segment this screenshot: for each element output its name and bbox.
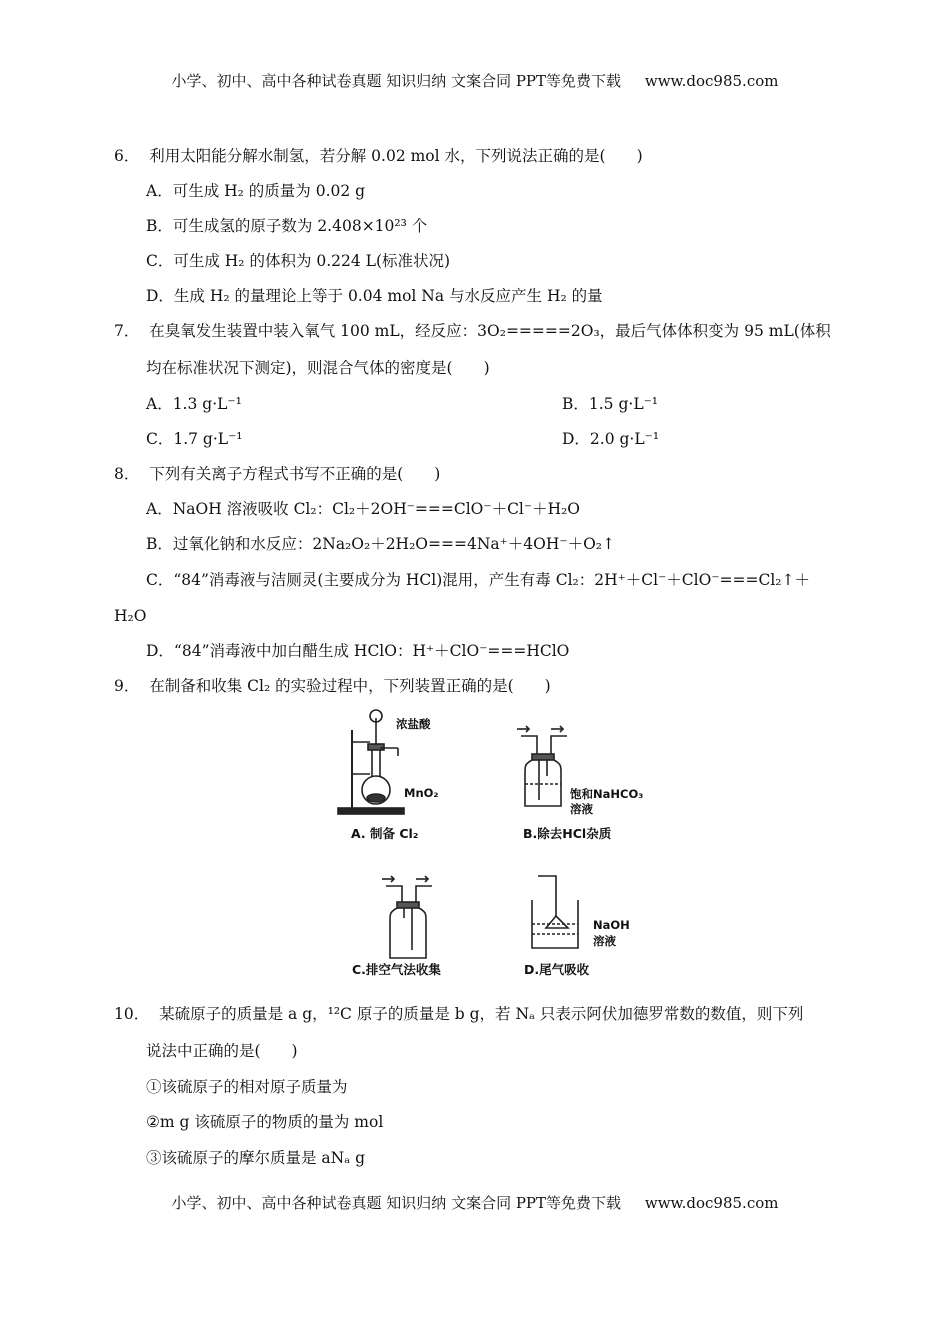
apparatus-b-label-solution: 饱和NaHCO₃	[570, 787, 644, 801]
q7-number: 7．	[114, 322, 140, 340]
q7-option-d: D．2.0 g·L⁻¹	[562, 430, 660, 448]
apparatus-a-label-mno2: MnO₂	[404, 786, 439, 800]
apparatus-a-caption: A. 制备 Cl₂	[351, 826, 419, 841]
q9-stem	[114, 676, 551, 696]
q10-statement-3: ③该硫原子的摩尔质量是 aNₐ g	[146, 1149, 366, 1167]
q6-number: 6．	[114, 147, 140, 165]
q6-option-a: A．可生成 H₂ 的质量为 0.02 g	[146, 182, 366, 200]
apparatus-b-drawing	[515, 726, 573, 810]
q10-statement-2: ②m g 该硫原子的物质的量为 mol	[146, 1113, 384, 1131]
q7-option-b: B．1.5 g·L⁻¹	[562, 395, 659, 413]
page-footer	[0, 1192, 950, 1213]
q7-option-a: A．1.3 g·L⁻¹	[146, 395, 242, 413]
apparatus-b-label-solution-2: 溶液	[570, 802, 593, 816]
q6-option-b: B．可生成氢的原子数为 2.408×10²³ 个	[146, 217, 428, 235]
header-url[interactable]: www.doc985.com	[644, 72, 779, 90]
q10-statement-1: ①该硫原子的相对原子质量为	[146, 1078, 348, 1096]
footer-text: 小学、初中、高中各种试卷真题 知识归纳 文案合同 PPT等免费下载	[171, 1194, 622, 1212]
q8-option-a: A．NaOH 溶液吸收 Cl₂：Cl₂＋2OH⁻===ClO⁻＋Cl⁻＋H₂O	[146, 500, 581, 518]
q10-number: 10．	[114, 1005, 150, 1023]
header-text: 小学、初中、高中各种试卷真题 知识归纳 文案合同 PPT等免费下载	[171, 72, 622, 90]
q9-stem-text: 在制备和收集 Cl₂ 的实验过程中，下列装置正确的是( )	[149, 677, 551, 695]
q6-stem	[114, 146, 643, 166]
q7-stem-line1: 在臭氧发生装置中装入氧气 100 mL，经反应：3O₂=====2O₃，最后气体体积变为 95 mL(体积	[149, 322, 831, 340]
q8-option-d: D．“84”消毒液中加白醋生成 HClO：H⁺＋ClO⁻===HClO	[146, 642, 570, 660]
q8-option-b: B．过氧化钠和水反应：2Na₂O₂＋2H₂O===4Na⁺＋4OH⁻＋O₂↑	[146, 535, 615, 553]
q7-option-c: C．1.7 g·L⁻¹	[146, 430, 243, 448]
q10-stem-line2: 说法中正确的是( )	[146, 1042, 298, 1060]
q8-number: 8．	[114, 465, 140, 483]
q7-stem-line2: 均在标准状况下测定)，则混合气体的密度是( )	[146, 359, 490, 377]
q7-stem	[114, 321, 831, 341]
q9-number: 9．	[114, 677, 140, 695]
apparatus-d-drawing	[528, 872, 584, 952]
q10-stem-line1: 某硫原子的质量是 a g，¹²C 原子的质量是 b g，若 Nₐ 只表示阿伏加德罗常数的数值，则下列	[159, 1005, 804, 1023]
q6-option-d: D．生成 H₂ 的量理论上等于 0.04 mol Na 与水反应产生 H₂ 的量	[146, 287, 603, 305]
apparatus-d-label-solution: 溶液	[593, 934, 616, 948]
q8-stem	[114, 464, 440, 484]
apparatus-d-caption: D.尾气吸收	[524, 962, 590, 977]
apparatus-c-drawing	[380, 876, 438, 962]
q8-option-c-line1: C．“84”消毒液与洁厕灵(主要成分为 HCl)混用，产生有毒 Cl₂：2H⁺＋Cl⁻＋ClO⁻===Cl₂↑＋	[146, 571, 810, 589]
footer-url[interactable]: www.doc985.com	[644, 1194, 779, 1212]
apparatus-d-label-naoh: NaOH	[593, 918, 630, 932]
q6-stem-text: 利用太阳能分解水制氢，若分解 0.02 mol 水，下列说法正确的是( )	[149, 147, 643, 165]
apparatus-b-caption: B.除去HCl杂质	[523, 826, 612, 841]
page-header	[0, 70, 950, 91]
q8-option-c-line2: H₂O	[114, 607, 147, 625]
apparatus-a-label-acid: 浓盐酸	[396, 717, 431, 731]
q8-stem-text: 下列有关离子方程式书写不正确的是( )	[149, 465, 441, 483]
apparatus-c-caption: C.排空气法收集	[352, 962, 441, 977]
q6-option-c: C．可生成 H₂ 的体积为 0.224 L(标准状况)	[146, 252, 451, 270]
q10-stem	[114, 1004, 803, 1024]
